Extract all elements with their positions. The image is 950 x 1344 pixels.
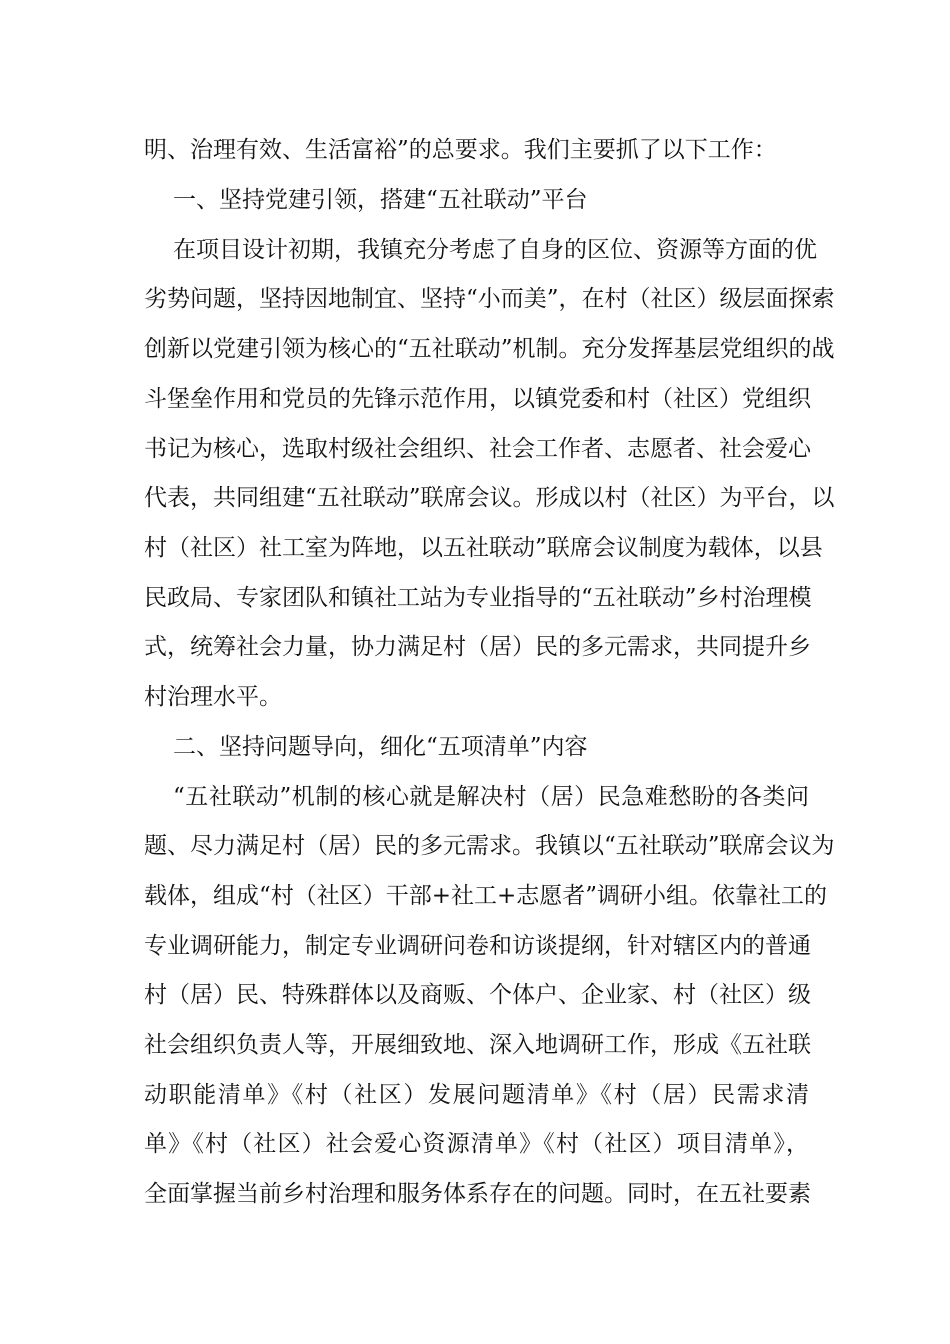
text-line: 全面掌握当前乡村治理和服务体系存在的问题。同时，在五社要素 (144, 1181, 811, 1207)
text-line: “五社联动”机制的核心就是解决村（居）民急难愁盼的各类问 (173, 784, 809, 810)
text-line: 式，统筹社会力量，协力满足村（居）民的多元需求，共同提升乡 (144, 634, 811, 660)
text-line: 载体，组成“村（社区）干部+社工+志愿者”调研小组。依靠社工的 (144, 883, 828, 909)
section-heading-1: 一、坚持党建引领，搭建“五社联动”平台 (173, 187, 588, 213)
text-line: 明、治理有效、生活富裕”的总要求。我们主要抓了以下工作： (144, 137, 777, 163)
text-line: 民政局、专家团队和镇社工站为专业指导的“五社联动”乡村治理模 (144, 585, 812, 611)
text-line: 单》《村（社区）社会爱心资源清单》《村（社区）项目清单》， (144, 1131, 809, 1157)
text-line: 代表，共同组建“五社联动”联席会议。形成以村（社区）为平台，以 (144, 485, 835, 511)
text-line: 在项目设计初期，我镇充分考虑了自身的区位、资源等方面的优 (173, 237, 817, 263)
text-line: 专业调研能力，制定专业调研问卷和访谈提纲，针对辖区内的普通 (144, 933, 811, 959)
text-line: 劣势问题，坚持因地制宜、坚持“小而美”，在村（社区）级层面探索 (144, 286, 835, 312)
text-line: 题、尽力满足村（居）民的多元需求。我镇以“五社联动”联席会议为 (144, 833, 835, 859)
text-line: 书记为核心，选取村级社会组织、社会工作者、志愿者、社会爱心 (144, 436, 811, 462)
text-line: 斗堡垒作用和党员的先锋示范作用，以镇党委和村（社区）党组织 (144, 386, 811, 412)
section-heading-2: 二、坚持问题导向，细化“五项清单”内容 (173, 734, 588, 760)
text-line: 村治理水平。 (144, 684, 282, 710)
text-line: 创新以党建引领为核心的“五社联动”机制。充分发挥基层党组织的战 (144, 336, 835, 362)
text-line: 村（居）民、特殊群体以及商贩、个体户、企业家、村（社区）级 (144, 982, 811, 1008)
text-line: 村（社区）社工室为阵地，以五社联动”联席会议制度为载体，以县 (144, 535, 823, 561)
text-line: 动职能清单》《村（社区）发展问题清单》《村（居）民需求清 (144, 1082, 809, 1108)
text-line: 社会组织负责人等，开展细致地、深入地调研工作，形成《五社联 (144, 1032, 811, 1058)
